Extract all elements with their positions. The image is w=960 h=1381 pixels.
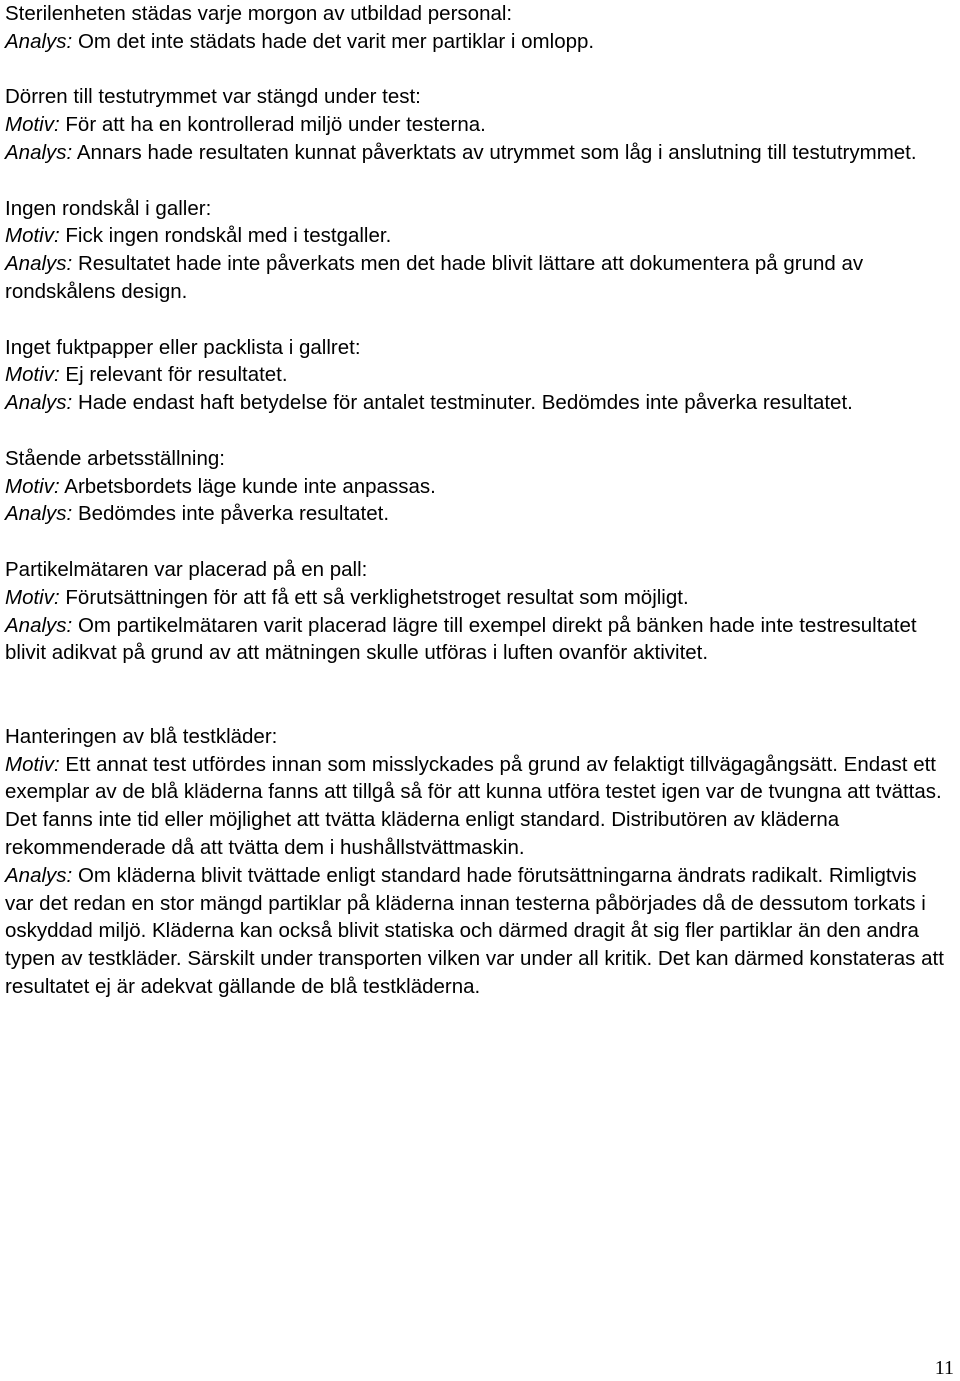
motiv-text: Ej relevant för resultatet. — [65, 363, 288, 387]
analys-label: Analys: — [5, 502, 73, 526]
motiv-paragraph — [5, 584, 945, 612]
analys-paragraph — [5, 139, 945, 167]
analys-text: Annars hade resultaten kunnat påverktats av utrymmet som låg i anslutning till testutrymmet. — [76, 140, 917, 164]
analys-paragraph — [5, 862, 945, 1001]
motiv-label: Motiv: — [5, 224, 60, 248]
motiv-text: För att ha en kontrollerad miljö under testerna. — [65, 113, 486, 137]
spacer — [5, 56, 945, 84]
section-rondskal — [5, 195, 945, 306]
analys-label: Analys: — [5, 252, 73, 276]
motiv-label: Motiv: — [5, 752, 60, 776]
analys-text: Hade endast haft betydelse för antalet testminuter. Bedömdes inte påverka resultatet. — [77, 391, 853, 415]
motiv-text: Arbetsbordets läge kunde inte anpassas. — [64, 474, 436, 498]
section-dorren — [5, 83, 945, 166]
spacer — [5, 528, 945, 556]
analys-label: Analys: — [5, 140, 73, 164]
motiv-text: Ett annat test utfördes innan som misslyckades på grund av felaktigt tillvägagångsätt. Endast ett exemplar av de blå kläderna fanns att tillgå så för att kunna utföra testet igen var de tvungna att tvättas. Det fanns inte tid eller möjlighet att tvätta kläderna enligt standard. Distributören av kläderna rekommenderade då att tvätta dem i hushållstvättmaskin. — [5, 752, 942, 859]
section-fuktpapper — [5, 334, 945, 417]
section-partikelmataren — [5, 556, 945, 667]
analys-text: Resultatet hade inte påverkats men det hade blivit lättare att dokumentera på grund av rondskålens design. — [5, 252, 864, 303]
section-testklader — [5, 723, 945, 1001]
section-heading: Sterilenheten städas varje morgon av utbildad personal: — [5, 2, 513, 25]
spacer — [5, 417, 945, 445]
section-sterilenheten — [5, 0, 945, 56]
motiv-paragraph — [5, 111, 945, 139]
analys-label: Analys: — [5, 29, 73, 53]
motiv-label: Motiv: — [5, 363, 60, 387]
motiv-paragraph — [5, 751, 945, 862]
motiv-paragraph — [5, 222, 945, 250]
motiv-label: Motiv: — [5, 585, 60, 609]
analys-text: Om kläderna blivit tvättade enligt standard hade förutsättningarna ändrats radikalt. Rimligtvis var det redan en stor mängd partiklar på kläderna innan testerna påbörjades då de dessutom torkats i oskyddad miljö. Kläderna kan också blivit statiska och därmed dragit åt sig fler partiklar än den andra typen av testkläder. Särskilt under transporten vilken var under all kritik. Det kan därmed konstateras att resultatet ej är adekvat gällande de blå testkläderna. — [5, 863, 944, 998]
section-arbetsstallning — [5, 445, 945, 528]
analys-paragraph — [5, 250, 945, 306]
motiv-paragraph — [5, 361, 945, 389]
analys-text: Om partikelmätaren varit placerad lägre till exempel direkt på bänken hade inte testresultatet blivit adikvat på grund av att mätningen skulle utföras i luften ovanför aktivitet. — [5, 613, 917, 665]
analys-label: Analys: — [5, 613, 73, 637]
spacer — [5, 667, 945, 723]
analys-paragraph — [5, 389, 945, 417]
section-heading: Ingen rondskål i galler: — [5, 196, 212, 220]
analys-paragraph — [5, 612, 945, 668]
motiv-text: Förutsättningen för att få ett så verklighetstroget resultat som möjligt. — [65, 585, 689, 609]
section-heading: Dörren till testutrymmet var stängd under test: — [5, 85, 421, 109]
motiv-label: Motiv: — [5, 113, 60, 137]
spacer — [5, 167, 945, 195]
analys-text: Bedömdes inte påverka resultatet. — [77, 502, 390, 526]
analys-label: Analys: — [5, 391, 73, 415]
section-heading: Inget fuktpapper eller packlista i gallret: — [5, 335, 361, 359]
analys-text: Om det inte städats hade det varit mer partiklar i omlopp. — [77, 29, 595, 53]
page-number: 11 — [934, 1357, 954, 1379]
motiv-paragraph — [5, 473, 945, 501]
analys-paragraph — [5, 28, 945, 56]
section-heading: Stående arbetsställning: — [5, 446, 225, 470]
document-body — [5, 0, 945, 1001]
spacer — [5, 306, 945, 334]
section-heading: Hanteringen av blå testkläder: — [5, 724, 278, 748]
motiv-label: Motiv: — [5, 474, 60, 498]
analys-paragraph — [5, 500, 945, 528]
motiv-text: Fick ingen rondskål med i testgaller. — [65, 224, 392, 248]
section-heading: Partikelmätaren var placerad på en pall: — [5, 557, 368, 581]
analys-label: Analys: — [5, 863, 73, 887]
